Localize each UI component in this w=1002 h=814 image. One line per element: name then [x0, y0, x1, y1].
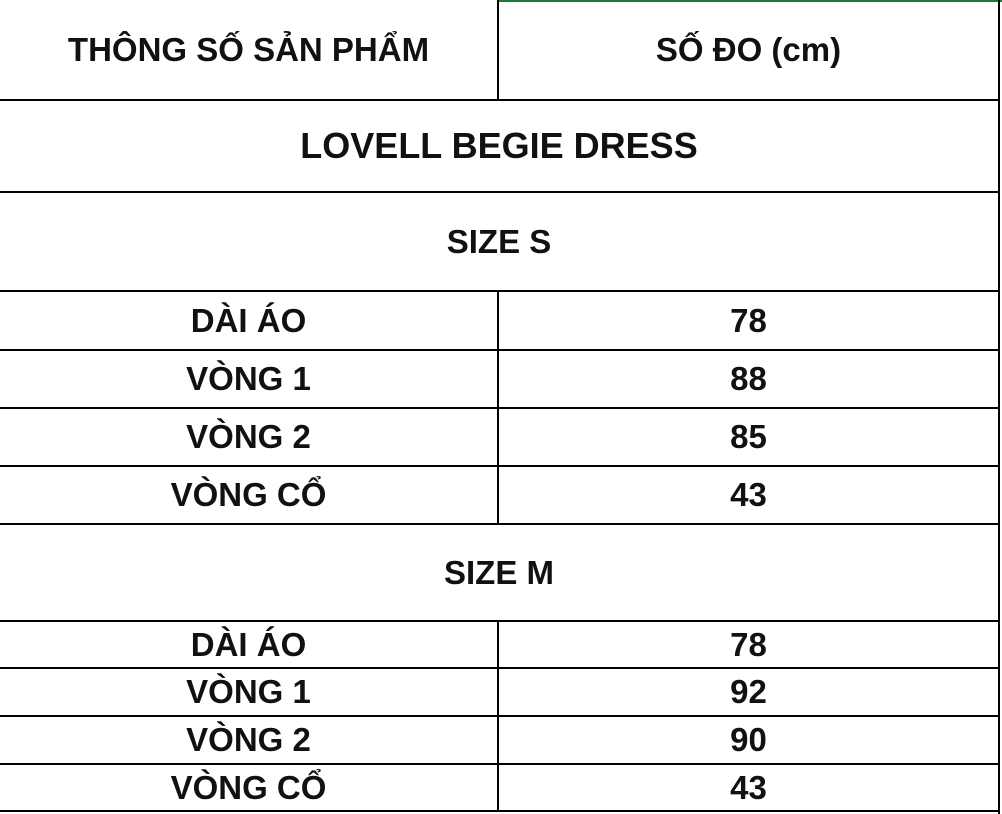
- row-value[interactable]: 88: [730, 360, 767, 397]
- row-label[interactable]: VÒNG 1: [186, 360, 311, 397]
- row-value[interactable]: 85: [730, 418, 767, 455]
- row-value[interactable]: 78: [730, 301, 767, 339]
- header-measurement[interactable]: SỐ ĐO (cm): [655, 30, 842, 68]
- grid-line: [0, 810, 1000, 812]
- row-label[interactable]: VÒNG CỔ: [170, 476, 327, 513]
- row-label[interactable]: DÀI ÁO: [190, 625, 307, 663]
- size-s-label[interactable]: SIZE S: [446, 222, 552, 260]
- row-label[interactable]: VÒNG CỔ: [170, 768, 327, 806]
- row-label[interactable]: VÒNG 1: [186, 673, 311, 710]
- row-label[interactable]: VÒNG 2: [186, 721, 311, 758]
- grid-line: [998, 0, 1000, 814]
- row-value[interactable]: 90: [730, 721, 767, 758]
- row-value[interactable]: 92: [730, 673, 767, 710]
- row-value[interactable]: 78: [730, 625, 767, 663]
- product-title[interactable]: LOVELL BEGIE DRESS: [300, 125, 698, 166]
- size-m-label[interactable]: SIZE M: [443, 553, 554, 591]
- row-label[interactable]: VÒNG 2: [186, 418, 311, 455]
- row-value[interactable]: 43: [730, 768, 767, 806]
- header-spec-name[interactable]: THÔNG SỐ SẢN PHẨM: [67, 30, 430, 68]
- row-value[interactable]: 43: [730, 476, 767, 513]
- row-label[interactable]: DÀI ÁO: [190, 301, 307, 339]
